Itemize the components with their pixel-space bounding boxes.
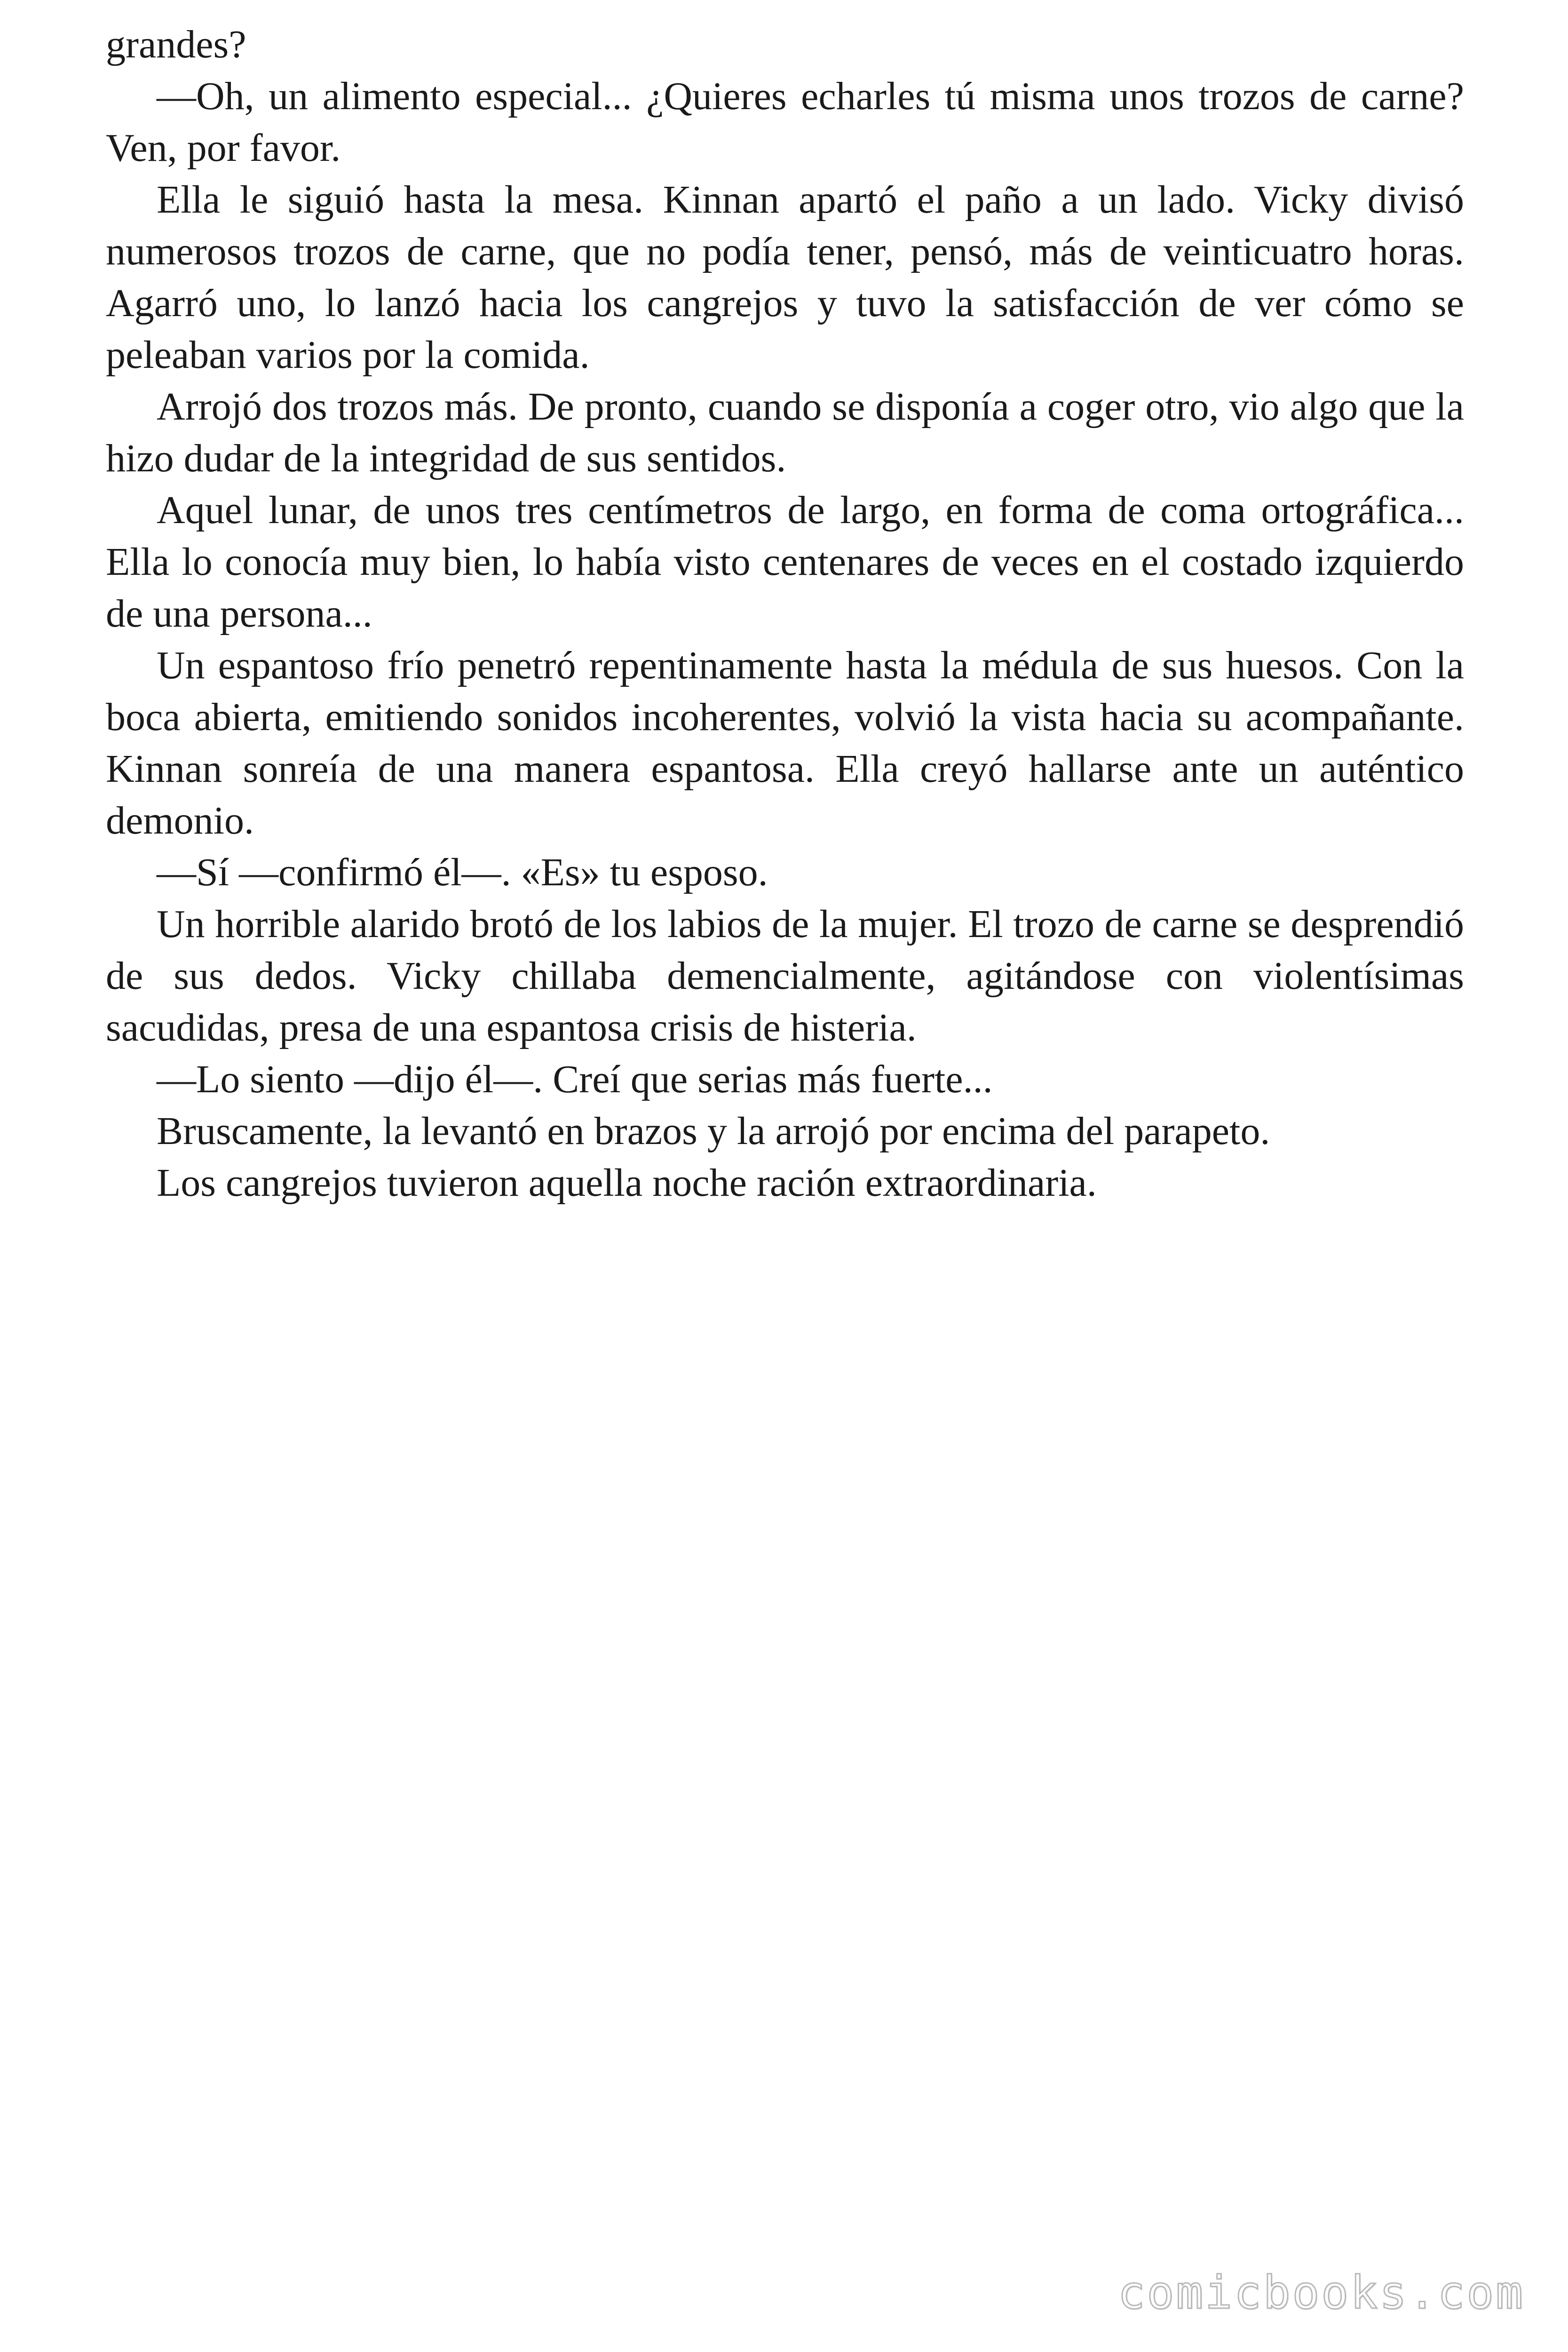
paragraph-11: Los cangrejos tuvieron aquella noche ración extraordinaria. — [157, 1161, 1097, 1205]
paragraph-5: Aquel lunar, de unos tres centímetros de largo, en forma de coma ortográfica... Ella lo conocía muy bien, lo había visto centenares de veces en el costado izquierdo de una persona... — [106, 488, 1464, 636]
paragraph-8: Un horrible alarido brotó de los labios de la mujer. El trozo de carne se desprendió de sus dedos. Vicky chillaba demencialmente, agitándose con violentísimas sacudidas, presa de una espantosa crisis de histeria. — [106, 902, 1464, 1049]
paragraph-10: Bruscamente, la levantó en brazos y la arrojó por encima del parapeto. — [157, 1109, 1270, 1153]
paragraph-3: Ella le siguió hasta la mesa. Kinnan apartó el paño a un lado. Vicky divisó numerosos trozos de carne, que no podía tener, pensó, más de veinticuatro horas. Agarró uno, lo lanzó hacia los cangrejos y tuvo la satisfacción de ver cómo se peleaban varios por la comida. — [106, 178, 1464, 377]
paragraph-9: —Lo siento —dijo él—. Creí que serias más fuerte... — [157, 1057, 993, 1101]
paragraph-7: —Sí —confirmó él—. «Es» tu esposo. — [157, 850, 768, 894]
paragraph-2: —Oh, un alimento especial... ¿Quieres echarles tú misma unos trozos de carne? Ven, por favor. — [106, 74, 1464, 170]
paragraph-6: Un espantoso frío penetró repentinamente hasta la médula de sus huesos. Con la boca abierta, emitiendo sonidos incoherentes, volvió la vista hacia su acompañante. Kinnan sonreía de una manera espantosa. Ella creyó hallarse ante un auténtico demonio. — [106, 644, 1464, 842]
paragraph-4: Arrojó dos trozos más. De pronto, cuando se disponía a coger otro, vio algo que la hizo dudar de la integridad de sus sentidos. — [106, 385, 1464, 480]
paragraph-1: grandes? — [106, 23, 246, 66]
watermark-text: comicbooks.com — [1117, 2266, 1525, 2319]
page-body — [106, 19, 1464, 1209]
